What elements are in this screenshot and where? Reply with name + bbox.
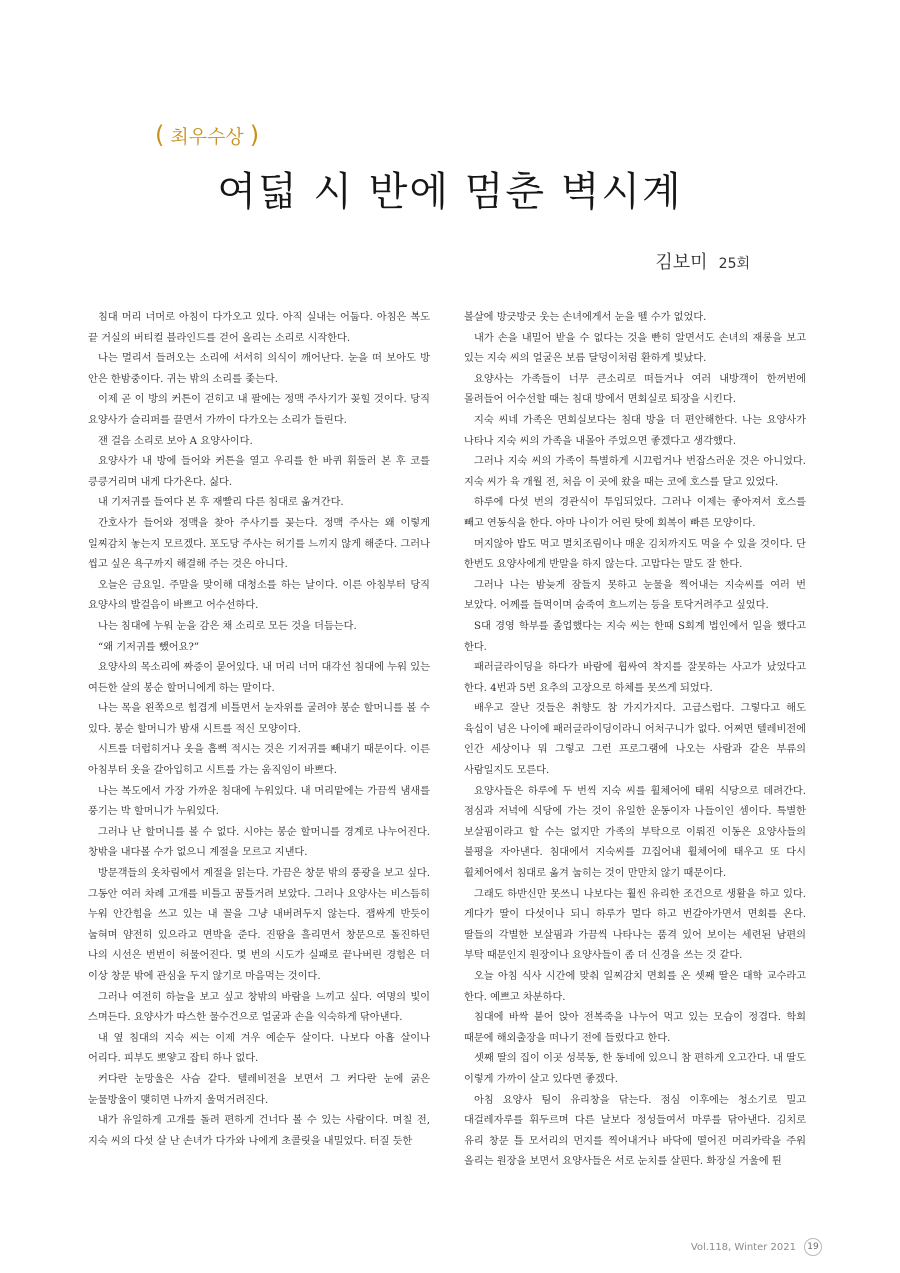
left-paren-ornament: ( bbox=[155, 121, 165, 149]
body-paragraph: 그래도 하반신만 못쓰니 나보다는 훨씬 유리한 조건으로 생활을 하고 있다. 게다가 딸이 다섯이나 되니 하루가 멀다 하고 번갈아가면서 면회를 온다. 딸들의 각별한 보살핌과 가끔씩 나타나는 품격 있어 보이는 세련된 남편의 부탁 때문인지 원장이나 요양사들이 좀 더 신경을 쓰는 것 같다. bbox=[464, 888, 806, 962]
page-number: 19 bbox=[804, 1238, 822, 1256]
body-paragraph: 배우고 잘난 것들은 취향도 참 가지가지다. 고급스럽다. 그렇다고 해도 육십이 넘은 나이에 패러글라이딩이라니 어처구니가 없다. 어쩌면 텔레비전에 인간 세상이나 뭐 그렇고 그런 프로그램에 나오는 사람과 같은 부류의 사람일지도 모른다. bbox=[464, 703, 806, 777]
body-paragraph: 방문객들의 옷차림에서 계절을 읽는다. 가끔은 창문 밖의 풍광을 보고 싶다. 그동안 여러 차례 고개를 비틀고 꿈틀거려 보았다. 그러나 요양사는 비스듬히 누워 안간힘을 쓰고 있는 내 꼴을 그냥 내버려두지 않는다. 잽싸게 반듯이 눕혀며 얌전히 있으라고 면박을 준다. 진땀을 흘리면서 창문으로 돌진하던 나의 시선은 번번이 허물어진다. 몇 번의 시도가 실패로 끝나버린 경험은 더 이상 창문 밖에 관심을 두지 않기로 마음먹는 것이다. bbox=[88, 868, 430, 982]
right-column bbox=[464, 308, 806, 1173]
body-paragraph: S대 경영 학부를 졸업했다는 지숙 씨는 한때 S회계 법인에서 일을 했다고 한다. bbox=[464, 620, 806, 653]
page-footer bbox=[691, 1238, 822, 1256]
body-paragraph: 요양사들은 하루에 두 번씩 지숙 씨를 휠체어에 태워 식당으로 데려간다. 점심과 저녁에 식당에 가는 것이 유일한 운동이자 나들이인 셈이다. 특별한 보살핌이라고 할 수는 없지만 가족의 부탁으로 이뤄진 이동은 요양사들의 불평을 자아낸다. 침대에서 지숙씨를 끄집어내 휠체어에 태우고 또 다시 휠체어에서 침대로 옮겨 눕히는 것이 만만치 않기 때문이다. bbox=[464, 785, 806, 880]
right-paren-ornament: ) bbox=[249, 121, 260, 149]
body-paragraph: 셋째 딸의 집이 이곳 성북동, 한 동네에 있으니 참 편하게 오고간다. 내 딸도 이렇게 가까이 살고 있다면 좋겠다. bbox=[464, 1053, 806, 1085]
body-paragraph: 패러글라이딩을 하다가 바람에 휩싸여 착지를 잘못하는 사고가 났었다고 한다. 4번과 5번 요추의 고장으로 하체를 못쓰게 되었다. bbox=[464, 662, 806, 694]
body-paragraph: 이제 곧 이 방의 커튼이 걷히고 내 팔에는 정맥 주사기가 꽂힐 것이다. 당직 요양사가 슬리퍼를 끌면서 가까이 다가오는 소리가 들린다. bbox=[88, 394, 430, 426]
body-paragraph: 오늘 아침 식사 시간에 맞춰 일찌감치 면회를 온 셋째 딸은 대학 교수라고 한다. 예쁘고 차분하다. bbox=[464, 971, 806, 1003]
body-paragraph: 나는 목을 왼쪽으로 힘겹게 비틀면서 눈자위를 굴려야 봉순 할머니를 볼 수 있다. 봉순 할머니가 밤새 시트를 적신 모양이다. bbox=[88, 703, 430, 735]
body-paragraph: “왜 기저귀를 뺐어요?” bbox=[98, 641, 200, 653]
body-paragraph: 머지않아 밥도 먹고 멸치조림이나 매운 김치까지도 먹을 수 있을 것이다. 단 한번도 요양사에게 반말을 하지 않는다. 고맙다는 말도 잘 한다. bbox=[464, 538, 806, 571]
body-paragraph: 내 옆 침대의 지숙 씨는 이제 겨우 예순두 살이다. 나보다 아홉 살이나 어리다. 피부도 뽀얗고 잡티 하나 없다. bbox=[88, 1032, 430, 1065]
body-paragraph: 간호사가 들어와 정맥을 찾아 주사기를 꽂는다. 정맥 주사는 왜 이렇게 일찌감치 놓는지 모르겠다. 포도당 주사는 허기를 느끼지 않게 해준다. 그러나 씹고 싶은 욕구까지 해결해 주는 것은 아니다. bbox=[88, 517, 430, 571]
body-paragraph: 침대 머리 너머로 아침이 다가오고 있다. 아직 실내는 어둡다. 아침은 복도 끝 거실의 버티컬 블라인드를 걷어 올리는 소리로 시작한다. bbox=[88, 312, 430, 344]
body-paragraph: 지숙 씨네 가족은 면회실보다는 침대 방을 더 편안해한다. 나는 요양사가 나타나 지숙 씨의 가족을 내몰아 주었으면 좋겠다고 생각했다. bbox=[464, 414, 806, 447]
body-paragraph: 잰 걸음 소리로 보아 A 요양사이다. bbox=[98, 435, 253, 447]
body-paragraph: 요양사가 내 방에 들어와 커튼을 열고 우리를 한 바퀴 휘둘러 본 후 코를 킁킁거리며 내게 다가온다. 싫다. bbox=[88, 456, 430, 488]
body-paragraph: 아침 요양사 팀이 유리창을 닦는다. 점심 이후에는 청소기로 밀고 대걸레자루를 휘두르며 다른 날보다 정성들여서 마루를 닦아낸다. 김치로 유리 창문 틀 모서리의 먼지를 찍어내거나 바닥에 떨어진 머리카락을 주워 올리는 원장을 보면서 요양사들은 서로 눈치를 살핀다. 화장실 거울에 튄 bbox=[464, 1094, 806, 1168]
body-paragraph: 내 기저귀를 들여다 본 후 재빨리 다른 침대로 옮겨간다. bbox=[98, 497, 344, 509]
body-paragraph: 하루에 다섯 번의 경관식이 투입되었다. 그러나 이제는 좋아져서 호스를 빼고 연동식을 한다. 아마 나이가 어린 탓에 회복이 빠른 모양이다. bbox=[464, 497, 806, 529]
body-paragraph: 그러나 난 할머니를 볼 수 없다. 시야는 봉순 할머니를 경계로 나누어진다. 창밖을 내다볼 수가 없으니 계절을 모르고 지낸다. bbox=[88, 826, 430, 859]
body-paragraph: 나는 침대에 누워 눈을 감은 채 소리로 모든 것을 더듬는다. bbox=[98, 620, 357, 632]
body-paragraph: 내가 손을 내밀어 받을 수 없다는 것을 빤히 알면서도 손녀의 재롱을 보고 있는 지숙 씨의 얼굴은 보름 달덩이처럼 환하게 빛났다. bbox=[464, 332, 806, 365]
body-paragraph: 그러나 나는 밤늦게 잠들지 못하고 눈물을 찍어내는 지숙씨를 여러 번 보았다. 어께를 들먹이며 숨죽여 흐느끼는 등을 토닥거려주고 싶었다. bbox=[464, 579, 806, 612]
award-text: 최우수상 bbox=[170, 125, 244, 148]
left-column bbox=[88, 308, 430, 1152]
body-paragraph: 그러나 지숙 씨의 가족이 특별하게 시끄럽거나 번잡스러운 것은 아니었다. 지숙 씨가 육 개월 전, 처음 이 곳에 왔을 때는 코에 호스를 달고 있었다. bbox=[464, 456, 806, 488]
author-byline bbox=[655, 248, 750, 274]
body-paragraph: 요양사의 목소리에 짜증이 묻어있다. 내 머리 너머 대각선 침대에 누워 있는 여든한 살의 봉순 할머니에게 하는 말이다. bbox=[88, 662, 430, 694]
author-name: 김보미 bbox=[655, 252, 708, 273]
body-paragraph: 침대에 바싹 붙어 앉아 전복죽을 나누어 먹고 있는 모습이 정겹다. 학회 때문에 해외출장을 떠나기 전에 들렀다고 한다. bbox=[464, 1012, 806, 1044]
article-title: 여덟 시 반에 멈춘 벽시계 bbox=[217, 169, 683, 215]
issue-info: Vol.118, Winter 2021 bbox=[690, 1241, 796, 1253]
body-paragraph: 볼살에 방긋방긋 웃는 손녀에게서 눈을 뗄 수가 없었다. bbox=[464, 312, 707, 323]
body-paragraph: 시트를 더럽히거나 옷을 흠뻑 적시는 것은 기저귀를 빼내기 때문이다. 이른 아침부터 옷을 갈아입히고 시트를 가는 움직임이 바쁘다. bbox=[88, 744, 430, 777]
body-paragraph: 나는 멀리서 들려오는 소리에 서서히 의식이 깨어난다. 눈을 떠 보아도 방 안은 한밤중이다. 귀는 밖의 소리를 좇는다. bbox=[88, 353, 430, 385]
author-generation: 25회 bbox=[718, 256, 750, 272]
body-paragraph: 오늘은 금요일. 주말을 맞이해 대청소를 하는 날이다. 이른 아침부터 당직 요양사의 발걸음이 바쁘고 어수선하다. bbox=[88, 579, 430, 612]
award-label bbox=[155, 122, 259, 148]
body-paragraph: 나는 복도에서 가장 가까운 침대에 누워있다. 내 머리맡에는 가끔씩 냄새를 풍기는 박 할머니가 누워있다. bbox=[88, 785, 430, 818]
body-paragraph: 내가 유일하게 고개를 돌려 편하게 건너다 볼 수 있는 사람이다. 며칠 전, 지숙 씨의 다섯 살 난 손녀가 다가와 나에게 초콜릿을 내밀었다. 터질 듯한 bbox=[88, 1115, 430, 1147]
body-paragraph: 요양사는 가족들이 너무 큰소리로 떠들거나 여러 내방객이 한꺼번에 몰려들어 어수선할 때는 침대 방에서 면회실로 퇴장을 시킨다. bbox=[464, 373, 806, 406]
body-paragraph: 그러나 여전히 하늘을 보고 싶고 창밖의 바람을 느끼고 싶다. 여명의 빛이 스며든다. 요양사가 따스한 물수건으로 얼굴과 손을 익숙하게 닦아낸다. bbox=[88, 991, 430, 1024]
body-paragraph: 커다란 눈망울은 사슴 같다. 텔레비전을 보면서 그 커다란 눈에 굵은 눈물방울이 맺히면 나까지 울먹거려진다. bbox=[88, 1073, 430, 1106]
